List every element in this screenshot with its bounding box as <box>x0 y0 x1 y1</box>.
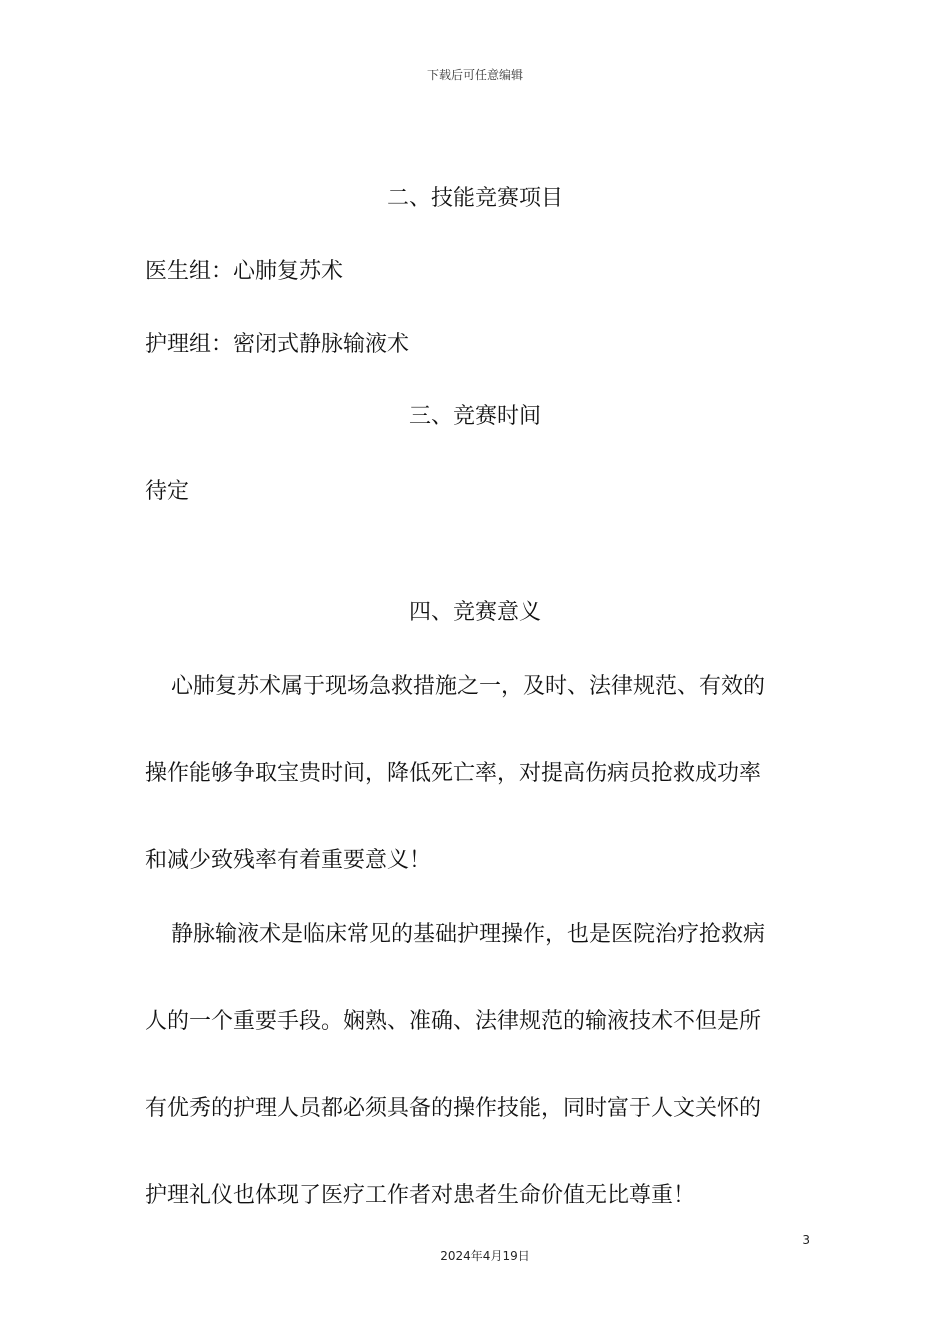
paragraph-line: 有优秀的护理人员都必须具备的操作技能，同时富于人文关怀的 <box>145 1096 762 1121</box>
paragraph-line: 心肺复苏术属于现场急救措施之一，及时、法律规范、有效的 <box>171 674 766 699</box>
page-number: 3 <box>802 1233 810 1247</box>
section-title-time: 三、竞赛时间 <box>408 404 541 429</box>
footer-date: 2024年4月19日 <box>440 1249 530 1263</box>
paragraph-line: 操作能够争取宝贵时间，降低死亡率，对提高伤病员抢救成功率 <box>145 761 762 786</box>
nursing-group-line: 护理组：密闭式静脉输液术 <box>145 332 410 357</box>
paragraph-line: 和减少致残率有着重要意义！ <box>145 848 432 873</box>
paragraph-line: 护理礼仪也体现了医疗工作者对患者生命价值无比尊重！ <box>145 1183 696 1208</box>
section-title-meaning: 四、竞赛意义 <box>408 600 541 625</box>
doctor-group-line: 医生组：心肺复苏术 <box>145 259 344 284</box>
header-note: 下载后可任意编辑 <box>426 68 523 82</box>
paragraph-line: 静脉输液术是临床常见的基础护理操作，也是医院治疗抢救病 <box>171 922 766 947</box>
time-value: 待定 <box>145 479 190 504</box>
paragraph-line: 人的一个重要手段。娴熟、准确、法律规范的输液技术不但是所 <box>145 1009 762 1034</box>
section-title-skills: 二、技能竞赛项目 <box>386 186 563 211</box>
